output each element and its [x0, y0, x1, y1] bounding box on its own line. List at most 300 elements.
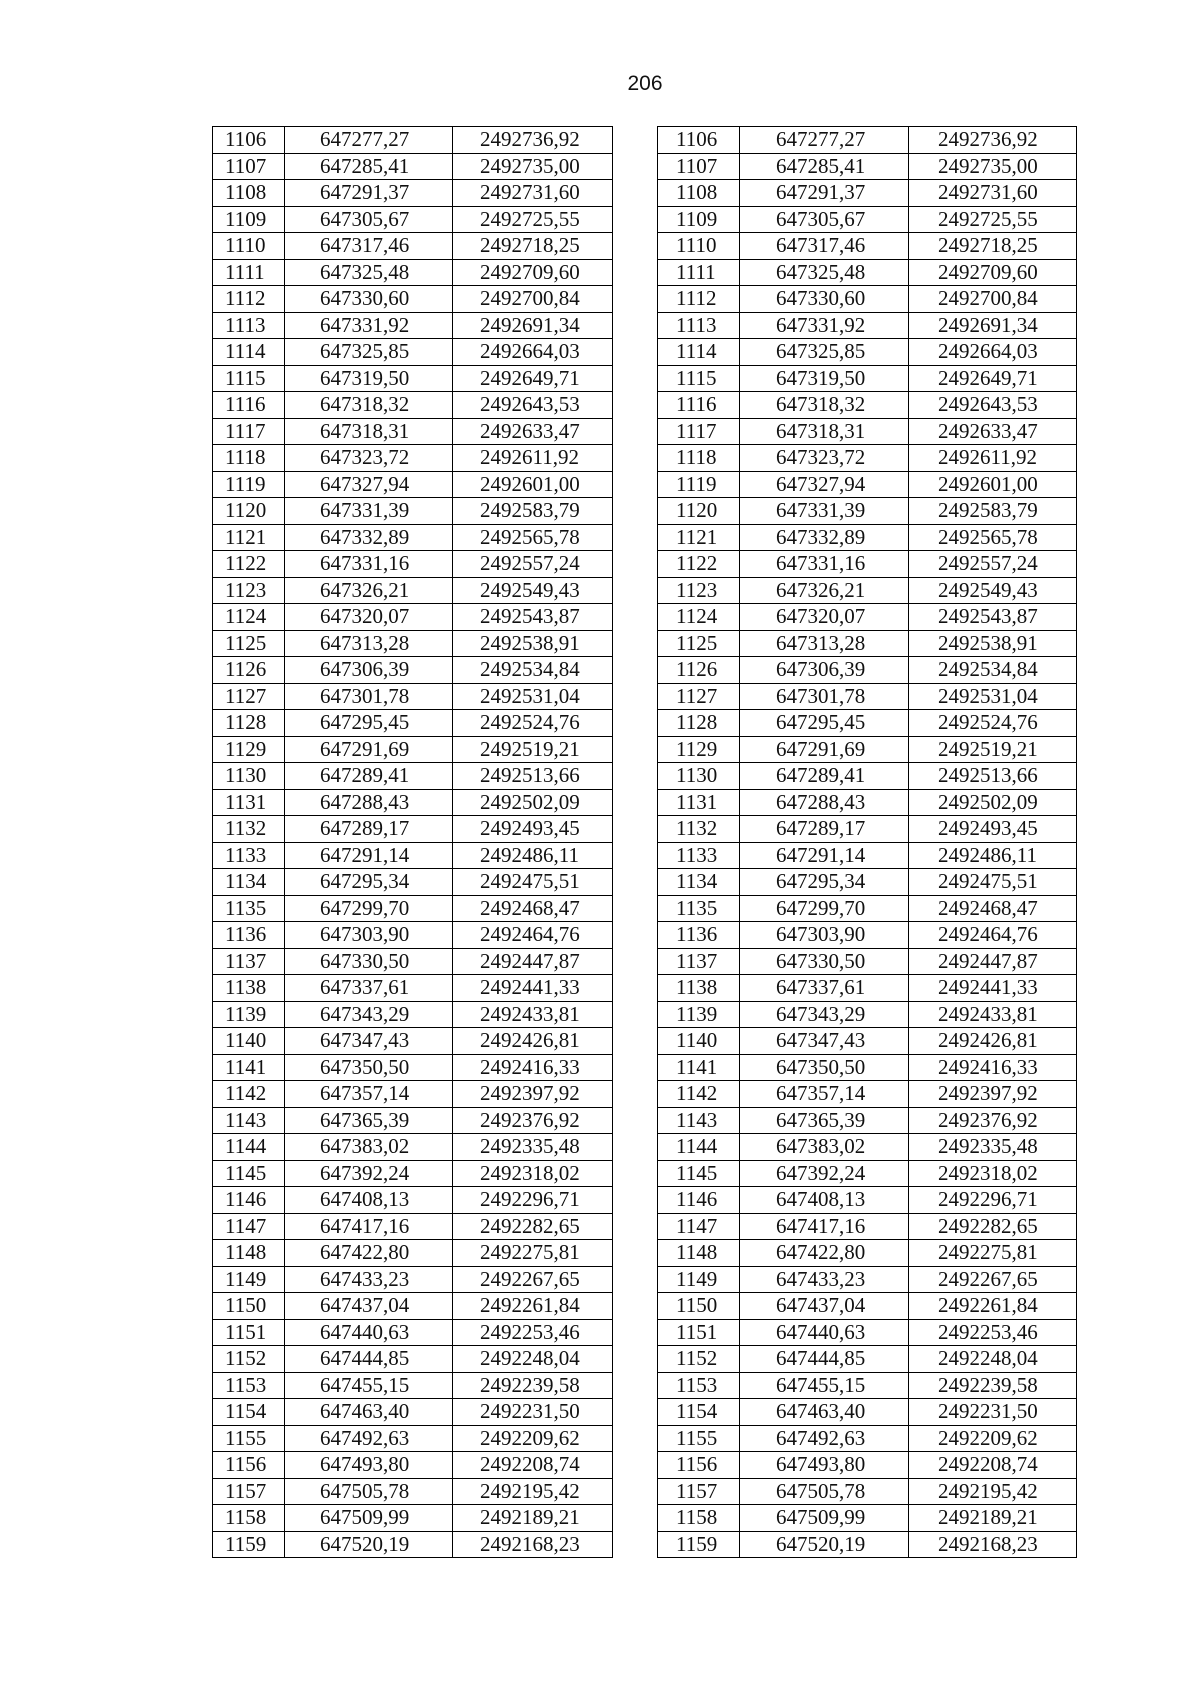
left-y-coordinate-cell: 2492731,60 [453, 180, 613, 207]
right-point-number-cell: 1135 [658, 895, 740, 922]
table-row [213, 1399, 1077, 1426]
left-x-coordinate-cell: 647337,61 [285, 975, 453, 1002]
column-gap [613, 418, 658, 445]
left-y-coordinate-cell: 2492531,04 [453, 683, 613, 710]
left-point-number-cell: 1141 [213, 1054, 285, 1081]
left-y-coordinate-cell: 2492709,60 [453, 259, 613, 286]
left-point-number-cell: 1145 [213, 1160, 285, 1187]
left-point-number-cell: 1152 [213, 1346, 285, 1373]
right-y-coordinate-cell: 2492447,87 [909, 948, 1077, 975]
left-y-coordinate-cell: 2492239,58 [453, 1372, 613, 1399]
right-x-coordinate-cell: 647289,41 [740, 763, 909, 790]
right-x-coordinate-cell: 647331,16 [740, 551, 909, 578]
table-row [213, 418, 1077, 445]
right-point-number-cell: 1140 [658, 1028, 740, 1055]
left-point-number-cell: 1118 [213, 445, 285, 472]
table-row [213, 1213, 1077, 1240]
table-row [213, 895, 1077, 922]
right-point-number-cell: 1154 [658, 1399, 740, 1426]
right-point-number-cell: 1156 [658, 1452, 740, 1479]
right-y-coordinate-cell: 2492168,23 [909, 1531, 1077, 1558]
right-x-coordinate-cell: 647288,43 [740, 789, 909, 816]
right-point-number-cell: 1153 [658, 1372, 740, 1399]
left-x-coordinate-cell: 647444,85 [285, 1346, 453, 1373]
left-point-number-cell: 1111 [213, 259, 285, 286]
left-y-coordinate-cell: 2492447,87 [453, 948, 613, 975]
left-x-coordinate-cell: 647331,16 [285, 551, 453, 578]
left-point-number-cell: 1137 [213, 948, 285, 975]
column-gap [613, 577, 658, 604]
left-y-coordinate-cell: 2492261,84 [453, 1293, 613, 1320]
left-y-coordinate-cell: 2492493,45 [453, 816, 613, 843]
right-y-coordinate-cell: 2492731,60 [909, 180, 1077, 207]
table-row [213, 259, 1077, 286]
table-row [213, 392, 1077, 419]
table-row [213, 1293, 1077, 1320]
right-point-number-cell: 1143 [658, 1107, 740, 1134]
right-y-coordinate-cell: 2492557,24 [909, 551, 1077, 578]
right-point-number-cell: 1136 [658, 922, 740, 949]
right-y-coordinate-cell: 2492493,45 [909, 816, 1077, 843]
left-point-number-cell: 1131 [213, 789, 285, 816]
table-row [213, 1372, 1077, 1399]
table-row [213, 948, 1077, 975]
left-x-coordinate-cell: 647291,37 [285, 180, 453, 207]
right-x-coordinate-cell: 647331,92 [740, 312, 909, 339]
left-point-number-cell: 1158 [213, 1505, 285, 1532]
column-gap [613, 657, 658, 684]
left-x-coordinate-cell: 647331,92 [285, 312, 453, 339]
left-x-coordinate-cell: 647350,50 [285, 1054, 453, 1081]
right-point-number-cell: 1108 [658, 180, 740, 207]
right-point-number-cell: 1145 [658, 1160, 740, 1187]
left-y-coordinate-cell: 2492282,65 [453, 1213, 613, 1240]
left-y-coordinate-cell: 2492601,00 [453, 471, 613, 498]
left-x-coordinate-cell: 647305,67 [285, 206, 453, 233]
left-x-coordinate-cell: 647295,45 [285, 710, 453, 737]
left-y-coordinate-cell: 2492611,92 [453, 445, 613, 472]
left-x-coordinate-cell: 647357,14 [285, 1081, 453, 1108]
column-gap [613, 1425, 658, 1452]
right-x-coordinate-cell: 647289,17 [740, 816, 909, 843]
left-x-coordinate-cell: 647301,78 [285, 683, 453, 710]
left-y-coordinate-cell: 2492524,76 [453, 710, 613, 737]
right-x-coordinate-cell: 647330,60 [740, 286, 909, 313]
left-point-number-cell: 1149 [213, 1266, 285, 1293]
table-row [213, 153, 1077, 180]
left-x-coordinate-cell: 647318,31 [285, 418, 453, 445]
left-point-number-cell: 1116 [213, 392, 285, 419]
right-y-coordinate-cell: 2492565,78 [909, 524, 1077, 551]
right-x-coordinate-cell: 647318,32 [740, 392, 909, 419]
table-row [213, 577, 1077, 604]
right-x-coordinate-cell: 647295,34 [740, 869, 909, 896]
right-y-coordinate-cell: 2492534,84 [909, 657, 1077, 684]
table-row [213, 339, 1077, 366]
right-point-number-cell: 1144 [658, 1134, 740, 1161]
right-x-coordinate-cell: 647291,69 [740, 736, 909, 763]
left-x-coordinate-cell: 647291,69 [285, 736, 453, 763]
right-y-coordinate-cell: 2492231,50 [909, 1399, 1077, 1426]
right-y-coordinate-cell: 2492239,58 [909, 1372, 1077, 1399]
left-y-coordinate-cell: 2492502,09 [453, 789, 613, 816]
left-x-coordinate-cell: 647492,63 [285, 1425, 453, 1452]
left-point-number-cell: 1159 [213, 1531, 285, 1558]
left-point-number-cell: 1119 [213, 471, 285, 498]
table-row [213, 1478, 1077, 1505]
left-y-coordinate-cell: 2492534,84 [453, 657, 613, 684]
left-point-number-cell: 1109 [213, 206, 285, 233]
right-y-coordinate-cell: 2492736,92 [909, 127, 1077, 154]
column-gap [613, 1134, 658, 1161]
right-point-number-cell: 1151 [658, 1319, 740, 1346]
left-point-number-cell: 1146 [213, 1187, 285, 1214]
left-x-coordinate-cell: 647331,39 [285, 498, 453, 525]
column-gap [613, 206, 658, 233]
right-y-coordinate-cell: 2492735,00 [909, 153, 1077, 180]
right-y-coordinate-cell: 2492267,65 [909, 1266, 1077, 1293]
left-x-coordinate-cell: 647330,60 [285, 286, 453, 313]
right-point-number-cell: 1113 [658, 312, 740, 339]
right-x-coordinate-cell: 647327,94 [740, 471, 909, 498]
left-y-coordinate-cell: 2492376,92 [453, 1107, 613, 1134]
table-row [213, 524, 1077, 551]
table-row [213, 763, 1077, 790]
right-x-coordinate-cell: 647306,39 [740, 657, 909, 684]
left-y-coordinate-cell: 2492735,00 [453, 153, 613, 180]
right-point-number-cell: 1150 [658, 1293, 740, 1320]
right-x-coordinate-cell: 647408,13 [740, 1187, 909, 1214]
table-row [213, 1266, 1077, 1293]
left-point-number-cell: 1135 [213, 895, 285, 922]
table-row [213, 1452, 1077, 1479]
right-x-coordinate-cell: 647291,14 [740, 842, 909, 869]
left-y-coordinate-cell: 2492549,43 [453, 577, 613, 604]
left-point-number-cell: 1139 [213, 1001, 285, 1028]
column-gap [613, 1160, 658, 1187]
left-point-number-cell: 1157 [213, 1478, 285, 1505]
right-point-number-cell: 1120 [658, 498, 740, 525]
left-x-coordinate-cell: 647317,46 [285, 233, 453, 260]
left-y-coordinate-cell: 2492209,62 [453, 1425, 613, 1452]
right-point-number-cell: 1157 [658, 1478, 740, 1505]
right-y-coordinate-cell: 2492709,60 [909, 259, 1077, 286]
column-gap [613, 1213, 658, 1240]
right-x-coordinate-cell: 647295,45 [740, 710, 909, 737]
left-x-coordinate-cell: 647295,34 [285, 869, 453, 896]
column-gap [613, 1452, 658, 1479]
right-x-coordinate-cell: 647437,04 [740, 1293, 909, 1320]
right-point-number-cell: 1137 [658, 948, 740, 975]
right-x-coordinate-cell: 647301,78 [740, 683, 909, 710]
left-x-coordinate-cell: 647288,43 [285, 789, 453, 816]
right-point-number-cell: 1141 [658, 1054, 740, 1081]
left-point-number-cell: 1130 [213, 763, 285, 790]
table-row [213, 736, 1077, 763]
left-point-number-cell: 1128 [213, 710, 285, 737]
right-point-number-cell: 1125 [658, 630, 740, 657]
left-x-coordinate-cell: 647520,19 [285, 1531, 453, 1558]
right-x-coordinate-cell: 647330,50 [740, 948, 909, 975]
column-gap [613, 1240, 658, 1267]
left-y-coordinate-cell: 2492441,33 [453, 975, 613, 1002]
right-x-coordinate-cell: 647332,89 [740, 524, 909, 551]
right-point-number-cell: 1146 [658, 1187, 740, 1214]
column-gap [613, 1372, 658, 1399]
left-y-coordinate-cell: 2492664,03 [453, 339, 613, 366]
right-y-coordinate-cell: 2492601,00 [909, 471, 1077, 498]
left-y-coordinate-cell: 2492725,55 [453, 206, 613, 233]
left-point-number-cell: 1121 [213, 524, 285, 551]
right-x-coordinate-cell: 647325,48 [740, 259, 909, 286]
right-x-coordinate-cell: 647305,67 [740, 206, 909, 233]
column-gap [613, 524, 658, 551]
right-y-coordinate-cell: 2492253,46 [909, 1319, 1077, 1346]
right-y-coordinate-cell: 2492426,81 [909, 1028, 1077, 1055]
left-x-coordinate-cell: 647289,41 [285, 763, 453, 790]
right-y-coordinate-cell: 2492208,74 [909, 1452, 1077, 1479]
column-gap [613, 551, 658, 578]
left-x-coordinate-cell: 647277,27 [285, 127, 453, 154]
left-point-number-cell: 1133 [213, 842, 285, 869]
right-x-coordinate-cell: 647357,14 [740, 1081, 909, 1108]
left-y-coordinate-cell: 2492468,47 [453, 895, 613, 922]
column-gap [613, 630, 658, 657]
table-row [213, 869, 1077, 896]
right-point-number-cell: 1118 [658, 445, 740, 472]
left-x-coordinate-cell: 647319,50 [285, 365, 453, 392]
right-y-coordinate-cell: 2492502,09 [909, 789, 1077, 816]
right-y-coordinate-cell: 2492513,66 [909, 763, 1077, 790]
left-x-coordinate-cell: 647325,48 [285, 259, 453, 286]
column-gap [613, 259, 658, 286]
left-y-coordinate-cell: 2492168,23 [453, 1531, 613, 1558]
column-gap [613, 1346, 658, 1373]
right-point-number-cell: 1132 [658, 816, 740, 843]
table-row [213, 1081, 1077, 1108]
left-point-number-cell: 1127 [213, 683, 285, 710]
right-x-coordinate-cell: 647320,07 [740, 604, 909, 631]
left-point-number-cell: 1132 [213, 816, 285, 843]
table-row [213, 630, 1077, 657]
coordinates-table [212, 126, 1077, 1558]
left-point-number-cell: 1129 [213, 736, 285, 763]
right-x-coordinate-cell: 647492,63 [740, 1425, 909, 1452]
table-row [213, 445, 1077, 472]
column-gap [613, 1081, 658, 1108]
table-row [213, 1134, 1077, 1161]
right-x-coordinate-cell: 647505,78 [740, 1478, 909, 1505]
right-point-number-cell: 1121 [658, 524, 740, 551]
right-x-coordinate-cell: 647323,72 [740, 445, 909, 472]
right-y-coordinate-cell: 2492664,03 [909, 339, 1077, 366]
left-y-coordinate-cell: 2492275,81 [453, 1240, 613, 1267]
column-gap [613, 948, 658, 975]
right-x-coordinate-cell: 647331,39 [740, 498, 909, 525]
left-y-coordinate-cell: 2492475,51 [453, 869, 613, 896]
left-point-number-cell: 1107 [213, 153, 285, 180]
column-gap [613, 842, 658, 869]
column-gap [613, 710, 658, 737]
right-point-number-cell: 1114 [658, 339, 740, 366]
right-y-coordinate-cell: 2492296,71 [909, 1187, 1077, 1214]
table-row [213, 1505, 1077, 1532]
table-row [213, 1319, 1077, 1346]
column-gap [613, 869, 658, 896]
left-y-coordinate-cell: 2492513,66 [453, 763, 613, 790]
right-y-coordinate-cell: 2492209,62 [909, 1425, 1077, 1452]
left-point-number-cell: 1150 [213, 1293, 285, 1320]
left-x-coordinate-cell: 647285,41 [285, 153, 453, 180]
left-y-coordinate-cell: 2492397,92 [453, 1081, 613, 1108]
left-x-coordinate-cell: 647437,04 [285, 1293, 453, 1320]
left-point-number-cell: 1126 [213, 657, 285, 684]
right-point-number-cell: 1109 [658, 206, 740, 233]
right-x-coordinate-cell: 647520,19 [740, 1531, 909, 1558]
left-y-coordinate-cell: 2492557,24 [453, 551, 613, 578]
left-point-number-cell: 1112 [213, 286, 285, 313]
left-y-coordinate-cell: 2492543,87 [453, 604, 613, 631]
right-x-coordinate-cell: 647285,41 [740, 153, 909, 180]
table-row [213, 816, 1077, 843]
column-gap [613, 1054, 658, 1081]
table-row [213, 1346, 1077, 1373]
left-x-coordinate-cell: 647291,14 [285, 842, 453, 869]
right-point-number-cell: 1111 [658, 259, 740, 286]
left-y-coordinate-cell: 2492318,02 [453, 1160, 613, 1187]
left-point-number-cell: 1125 [213, 630, 285, 657]
left-y-coordinate-cell: 2492189,21 [453, 1505, 613, 1532]
left-x-coordinate-cell: 647313,28 [285, 630, 453, 657]
left-x-coordinate-cell: 647303,90 [285, 922, 453, 949]
table-row [213, 1425, 1077, 1452]
right-x-coordinate-cell: 647455,15 [740, 1372, 909, 1399]
right-point-number-cell: 1148 [658, 1240, 740, 1267]
column-gap [613, 604, 658, 631]
right-x-coordinate-cell: 647392,24 [740, 1160, 909, 1187]
left-point-number-cell: 1122 [213, 551, 285, 578]
left-point-number-cell: 1142 [213, 1081, 285, 1108]
right-point-number-cell: 1131 [658, 789, 740, 816]
table-row [213, 1001, 1077, 1028]
right-point-number-cell: 1159 [658, 1531, 740, 1558]
table-row [213, 604, 1077, 631]
table-row [213, 233, 1077, 260]
left-y-coordinate-cell: 2492519,21 [453, 736, 613, 763]
column-gap [613, 816, 658, 843]
right-x-coordinate-cell: 647303,90 [740, 922, 909, 949]
right-point-number-cell: 1110 [658, 233, 740, 260]
column-gap [613, 339, 658, 366]
column-gap [613, 763, 658, 790]
left-point-number-cell: 1117 [213, 418, 285, 445]
left-y-coordinate-cell: 2492253,46 [453, 1319, 613, 1346]
right-y-coordinate-cell: 2492189,21 [909, 1505, 1077, 1532]
left-x-coordinate-cell: 647383,02 [285, 1134, 453, 1161]
right-x-coordinate-cell: 647365,39 [740, 1107, 909, 1134]
right-y-coordinate-cell: 2492649,71 [909, 365, 1077, 392]
column-gap [613, 1319, 658, 1346]
left-y-coordinate-cell: 2492486,11 [453, 842, 613, 869]
column-gap [613, 1107, 658, 1134]
left-point-number-cell: 1140 [213, 1028, 285, 1055]
table-row [213, 1028, 1077, 1055]
right-x-coordinate-cell: 647318,31 [740, 418, 909, 445]
column-gap [613, 392, 658, 419]
left-x-coordinate-cell: 647327,94 [285, 471, 453, 498]
left-point-number-cell: 1143 [213, 1107, 285, 1134]
right-point-number-cell: 1116 [658, 392, 740, 419]
left-y-coordinate-cell: 2492433,81 [453, 1001, 613, 1028]
right-y-coordinate-cell: 2492261,84 [909, 1293, 1077, 1320]
left-point-number-cell: 1124 [213, 604, 285, 631]
right-y-coordinate-cell: 2492416,33 [909, 1054, 1077, 1081]
left-point-number-cell: 1138 [213, 975, 285, 1002]
right-x-coordinate-cell: 647313,28 [740, 630, 909, 657]
column-gap [613, 365, 658, 392]
right-y-coordinate-cell: 2492475,51 [909, 869, 1077, 896]
right-x-coordinate-cell: 647422,80 [740, 1240, 909, 1267]
right-point-number-cell: 1127 [658, 683, 740, 710]
left-x-coordinate-cell: 647408,13 [285, 1187, 453, 1214]
right-x-coordinate-cell: 647326,21 [740, 577, 909, 604]
right-x-coordinate-cell: 647325,85 [740, 339, 909, 366]
left-x-coordinate-cell: 647365,39 [285, 1107, 453, 1134]
left-y-coordinate-cell: 2492565,78 [453, 524, 613, 551]
right-point-number-cell: 1129 [658, 736, 740, 763]
table-row [213, 922, 1077, 949]
left-x-coordinate-cell: 647326,21 [285, 577, 453, 604]
left-x-coordinate-cell: 647455,15 [285, 1372, 453, 1399]
column-gap [613, 1505, 658, 1532]
table-row [213, 365, 1077, 392]
left-point-number-cell: 1153 [213, 1372, 285, 1399]
right-x-coordinate-cell: 647337,61 [740, 975, 909, 1002]
right-point-number-cell: 1128 [658, 710, 740, 737]
left-x-coordinate-cell: 647417,16 [285, 1213, 453, 1240]
left-y-coordinate-cell: 2492736,92 [453, 127, 613, 154]
right-point-number-cell: 1107 [658, 153, 740, 180]
right-y-coordinate-cell: 2492376,92 [909, 1107, 1077, 1134]
column-gap [613, 286, 658, 313]
right-y-coordinate-cell: 2492538,91 [909, 630, 1077, 657]
right-point-number-cell: 1134 [658, 869, 740, 896]
right-y-coordinate-cell: 2492725,55 [909, 206, 1077, 233]
left-y-coordinate-cell: 2492426,81 [453, 1028, 613, 1055]
left-point-number-cell: 1147 [213, 1213, 285, 1240]
column-gap [613, 471, 658, 498]
right-y-coordinate-cell: 2492433,81 [909, 1001, 1077, 1028]
left-y-coordinate-cell: 2492643,53 [453, 392, 613, 419]
table-row [213, 1054, 1077, 1081]
left-point-number-cell: 1108 [213, 180, 285, 207]
column-gap [613, 445, 658, 472]
right-point-number-cell: 1112 [658, 286, 740, 313]
right-point-number-cell: 1117 [658, 418, 740, 445]
column-gap [613, 1531, 658, 1558]
right-point-number-cell: 1119 [658, 471, 740, 498]
right-x-coordinate-cell: 647347,43 [740, 1028, 909, 1055]
left-x-coordinate-cell: 647343,29 [285, 1001, 453, 1028]
table-row [213, 1107, 1077, 1134]
left-y-coordinate-cell: 2492208,74 [453, 1452, 613, 1479]
right-point-number-cell: 1152 [658, 1346, 740, 1373]
left-point-number-cell: 1154 [213, 1399, 285, 1426]
right-x-coordinate-cell: 647343,29 [740, 1001, 909, 1028]
left-x-coordinate-cell: 647320,07 [285, 604, 453, 631]
right-point-number-cell: 1147 [658, 1213, 740, 1240]
column-gap [613, 975, 658, 1002]
